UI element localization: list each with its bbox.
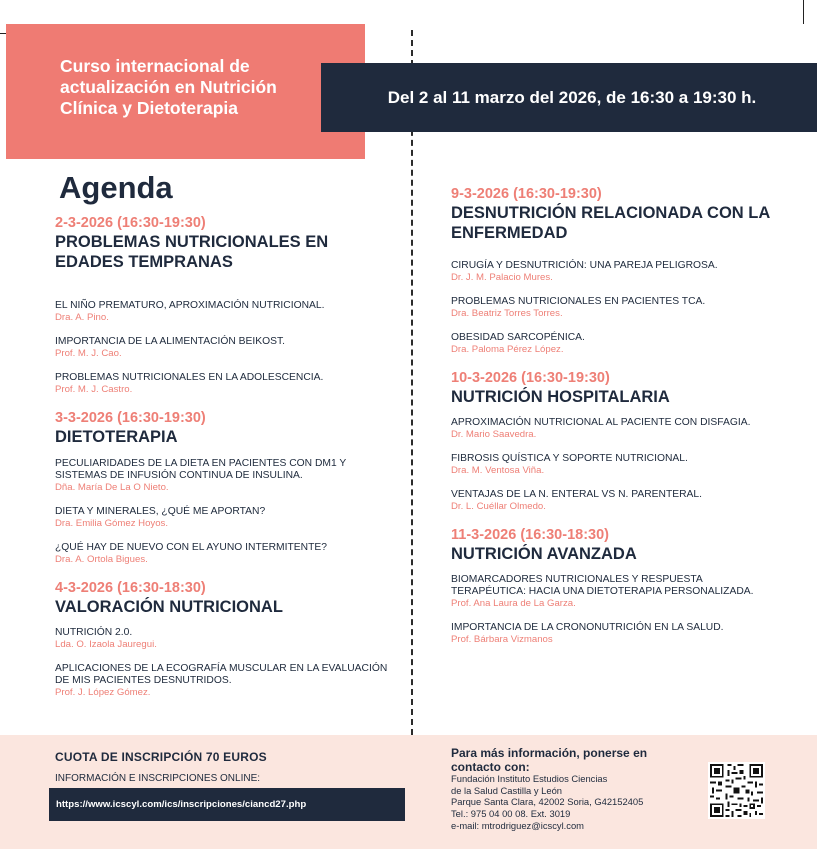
talk-speaker: Dra. Emilia Gómez Hoyos. bbox=[55, 518, 169, 529]
day-title: VALORACIÓN NUTRICIONAL bbox=[55, 598, 283, 616]
talk-speaker: Prof. J. López Gómez. bbox=[55, 687, 151, 698]
course-dates: Del 2 al 11 marzo del 2026, de 16:30 a 19:30 h. bbox=[387, 87, 757, 107]
day-title: NUTRICIÓN HOSPITALARIA bbox=[451, 388, 670, 406]
talk-title: APLICACIONES DE LA ECOGRAFÍA MUSCULAR EN LA EVALUACIÓN DE MIS PACIENTES DESNUTRIDOS. bbox=[55, 663, 388, 686]
talk bbox=[451, 489, 771, 513]
contact-email: e-mail: mtrodriguez@icscyl.com bbox=[451, 819, 584, 831]
registration-fee: CUOTA DE INSCRIPCIÓN 70 EUROS bbox=[55, 750, 267, 764]
contact-line: Parque Santa Clara, 42002 Soria, G42152405 bbox=[451, 796, 644, 808]
talk-speaker: Dra. Paloma Pérez López. bbox=[451, 344, 564, 355]
date-banner bbox=[321, 63, 817, 132]
qr-code-icon[interactable] bbox=[708, 762, 765, 819]
talk-speaker: Dr. Mario Saavedra. bbox=[451, 429, 537, 440]
day-date: 11-3-2026 (16:30-18:30) bbox=[451, 527, 609, 543]
talk-title: ¿QUÉ HAY DE NUEVO CON EL AYUNO INTERMITENTE? bbox=[55, 542, 327, 553]
talk-title: PROBLEMAS NUTRICIONALES EN PACIENTES TCA. bbox=[451, 296, 706, 307]
agenda-day bbox=[55, 215, 395, 396]
talk-speaker: Dra. Beatriz Torres Torres. bbox=[451, 308, 563, 319]
talk-title: DIETA Y MINERALES, ¿QUÉ ME APORTAN? bbox=[55, 506, 266, 517]
day-title: PROBLEMAS NUTRICIONALES EN EDADES TEMPRANAS bbox=[55, 233, 329, 271]
day-date: 10-3-2026 (16:30-19:30) bbox=[451, 370, 610, 386]
day-date: 4-3-2026 (16:30-18:30) bbox=[55, 580, 206, 596]
talk-title: FIBROSIS QUÍSTICA Y SOPORTE NUTRICIONAL. bbox=[451, 453, 688, 464]
contact-line: Fundación Instituto Estudios Ciencias bbox=[451, 773, 608, 784]
talk bbox=[451, 260, 771, 284]
talk bbox=[451, 332, 771, 356]
online-info-label: INFORMACIÓN E INSCRIPCIONES ONLINE: bbox=[55, 773, 261, 784]
talk bbox=[55, 458, 395, 494]
talk-speaker: Dr. J. M. Palacio Mures. bbox=[451, 272, 553, 283]
talk-speaker: Prof. M. J. Castro. bbox=[55, 384, 133, 395]
talk bbox=[451, 453, 771, 477]
crop-mark-top-right bbox=[803, 0, 804, 24]
day-title: DIETOTERAPIA bbox=[55, 428, 178, 446]
talk-speaker: Lda. O. Izaola Jauregui. bbox=[55, 639, 157, 650]
day-date: 3-3-2026 (16:30-19:30) bbox=[55, 410, 206, 426]
talk-title: APROXIMACIÓN NUTRICIONAL AL PACIENTE CON DISFAGIA. bbox=[451, 417, 751, 428]
talk bbox=[55, 336, 395, 360]
talk bbox=[55, 542, 395, 566]
day-title: NUTRICIÓN AVANZADA bbox=[451, 545, 637, 563]
talk-title: NUTRICIÓN 2.0. bbox=[55, 627, 133, 638]
talk-speaker: Dr. L. Cuéllar Olmedo. bbox=[451, 501, 546, 512]
talk-speaker: Dña. María De La O Nieto. bbox=[55, 482, 169, 493]
talk bbox=[55, 372, 395, 396]
talk bbox=[451, 622, 771, 646]
contact-line: Tel.: 975 04 00 08. Ext. 3019 bbox=[451, 808, 571, 820]
fold-line bbox=[411, 30, 413, 735]
talk-title: PECULIARIDADES DE LA DIETA EN PACIENTES CON DM1 Y SISTEMAS DE INFUSIÓN CONTINUA DE INSULINA. bbox=[55, 458, 347, 481]
agenda-column-left bbox=[55, 215, 395, 706]
talk-title: BIOMARCADORES NUTRICIONALES Y RESPUESTA TERAPÉUTICA: HACIA UNA DIETOTERAPIA PERSONALIZADA. bbox=[451, 574, 754, 597]
talk bbox=[451, 296, 771, 320]
agenda-day bbox=[451, 186, 771, 356]
talk bbox=[451, 417, 771, 441]
talk bbox=[55, 663, 395, 699]
day-date: 9-3-2026 (16:30-19:30) bbox=[451, 186, 602, 202]
talk-title: PROBLEMAS NUTRICIONALES EN LA ADOLESCENCIA. bbox=[55, 372, 324, 383]
qr-code-graphic bbox=[708, 762, 765, 819]
talk-title: VENTAJAS DE LA N. ENTERAL VS N. PARENTERAL. bbox=[451, 489, 703, 500]
agenda-day bbox=[55, 410, 395, 566]
talk bbox=[55, 300, 395, 324]
contact-line: de la Salud Castilla y León bbox=[451, 784, 563, 796]
contact-details bbox=[451, 773, 681, 832]
talk-title: IMPORTANCIA DE LA ALIMENTACIÓN BEIKOST. bbox=[55, 336, 286, 347]
talk bbox=[55, 627, 395, 651]
talk-title: OBESIDAD SARCOPÉNICA. bbox=[451, 332, 585, 343]
agenda-column-right bbox=[451, 186, 771, 653]
talk-title: IMPORTANCIA DE LA CRONONUTRICIÓN EN LA SALUD. bbox=[451, 622, 724, 633]
course-title: Curso internacional de actualización en Nutrición Clínica y Dietoterapia bbox=[60, 56, 277, 118]
agenda-day bbox=[451, 370, 771, 513]
talk bbox=[451, 574, 771, 610]
talk-title: EL NIÑO PREMATURO, APROXIMACIÓN NUTRICIONAL. bbox=[55, 300, 325, 311]
talk-title: CIRUGÍA Y DESNUTRICIÓN: UNA PAREJA PELIGROSA. bbox=[451, 260, 718, 271]
registration-url-box bbox=[49, 788, 405, 821]
talk-speaker: Prof. Ana Laura de La Garza. bbox=[451, 598, 576, 609]
talk-speaker: Dra. A. Pino. bbox=[55, 312, 109, 323]
day-title: DESNUTRICIÓN RELACIONADA CON LA ENFERMEDAD bbox=[451, 204, 770, 242]
talk-speaker: Prof. Bárbara Vizmanos bbox=[451, 634, 553, 645]
day-date: 2-3-2026 (16:30-19:30) bbox=[55, 215, 206, 231]
talk-speaker: Prof. M. J. Cao. bbox=[55, 348, 122, 359]
talk-speaker: Dra. A. Ortola Bigues. bbox=[55, 554, 148, 565]
agenda-heading: Agenda bbox=[59, 170, 173, 205]
talk-speaker: Dra. M. Ventosa Viña. bbox=[451, 465, 545, 476]
agenda-day bbox=[451, 527, 771, 646]
talk bbox=[55, 506, 395, 530]
contact-heading: Para más información, ponerse en contacto con: bbox=[451, 746, 648, 774]
registration-link[interactable]: https://www.icscyl.com/ics/inscripciones/ciancd27.php bbox=[56, 799, 307, 810]
agenda-day bbox=[55, 580, 395, 699]
